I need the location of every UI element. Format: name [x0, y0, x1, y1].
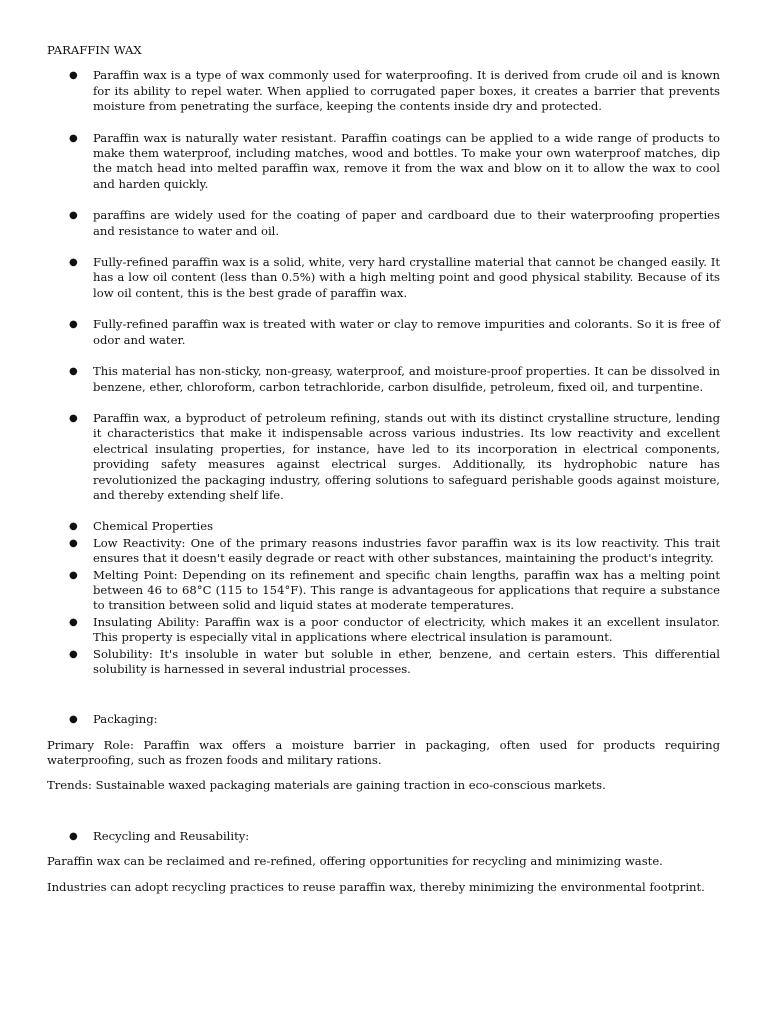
recycling-list — [47, 829, 720, 844]
list-item — [47, 255, 720, 301]
bullet-icon: ● — [69, 132, 78, 144]
list-item — [47, 536, 720, 567]
list-item — [47, 131, 720, 193]
list-item-text: Fully-refined paraffin wax is a solid, white, very hard crystalline material that cannot be changed easily. It has a low oil content (less than 0.5%) with a high melting point and good physical stability. Because of its low oil content, this is the best grade of paraffin wax. — [93, 255, 720, 300]
bullet-icon: ● — [69, 521, 78, 533]
list-item-text: Fully-refined paraffin wax is treated with water or clay to remove impurities and colorants. So it is free of odor and water. — [93, 317, 720, 347]
recycling-paragraph-1: Paraffin wax can be reclaimed and re-refined, offering opportunities for recycling and minimizing waste. — [47, 854, 663, 869]
bullet-icon: ● — [69, 366, 78, 378]
packaging-primary-role: Primary Role: Paraffin wax offers a moisture barrier in packaging, often used for products requiring waterproofing, such as frozen foods and military rations. — [47, 737, 720, 768]
chemical-properties-heading — [47, 519, 720, 534]
bullet-icon: ● — [69, 714, 78, 726]
bullet-icon: ● — [69, 537, 78, 549]
list-item-text: Melting Point: Depending on its refinement and specific chain lengths, paraffin wax has a melting point between 46 to 68°C (115 to 154°F). This range is advantageous for applications that require a substance to transition between solid and liquid states at moderate temperatures. — [93, 567, 720, 613]
list-item-text: Packaging: — [93, 712, 158, 727]
list-item-text: Solubility: It's insoluble in water but soluble in ether, benzene, and certain esters. This differential solubility is harnessed in several industrial processes. — [93, 646, 720, 676]
bullet-icon: ● — [69, 319, 78, 331]
list-item — [47, 68, 720, 114]
list-item — [47, 615, 720, 646]
bullet-icon: ● — [69, 210, 78, 222]
list-item — [47, 647, 720, 678]
list-item — [47, 568, 720, 614]
list-item — [47, 208, 720, 239]
list-item — [47, 317, 720, 348]
packaging-list — [47, 712, 720, 727]
packaging-heading — [47, 712, 720, 727]
list-item-text: Paraffin wax, a byproduct of petroleum refining, stands out with its distinct crystalline structure, lending it characteristics that make it indispensable across various industries. Its low reactivity and excellent electrical insulating properties, for instance, have led to its incorporation in electrical components, providing safety measures against electrical surges. Additionally, its hydrophobic nature has revolutionized the packaging industry, offering solutions to safeguard perishable goods against moisture, and thereby extending shelf life. — [93, 410, 720, 502]
list-item-text: Insulating Ability: Paraffin wax is a poor conductor of electricity, which makes it an excellent insulator. This property is especially vital in applications where electrical insulation is paramount. — [93, 614, 720, 645]
bullet-icon: ● — [69, 616, 78, 628]
bullet-icon: ● — [69, 831, 78, 843]
packaging-trends: Trends: Sustainable waxed packaging materials are gaining traction in eco-conscious markets. — [47, 777, 606, 792]
bullet-icon: ● — [69, 648, 78, 660]
bullet-icon: ● — [69, 257, 78, 269]
recycling-paragraph-2: Industries can adopt recycling practices to reuse paraffin wax, thereby minimizing the environmental footprint. — [47, 879, 705, 894]
list-item-text: Chemical Properties — [93, 519, 214, 534]
main-bullet-list — [47, 68, 720, 503]
list-item-text: Paraffin wax is naturally water resistant. Paraffin coatings can be applied to a wide range of products to make them waterproof, including matches, wood and bottles. To make your own waterproof matches, dip the match head into melted paraffin wax, remove it from the wax and blow on it to allow the wax to cool and harden quickly. — [93, 130, 720, 191]
list-item-text: paraffins are widely used for the coating of paper and cardboard due to their waterproofing properties and resistance to water and oil. — [93, 208, 720, 238]
bullet-icon: ● — [69, 70, 78, 82]
list-item — [47, 411, 720, 503]
list-item-text: Recycling and Reusability: — [93, 829, 250, 844]
list-item-text: Low Reactivity: One of the primary reasons industries favor paraffin wax is its low reactivity. This trait ensures that it doesn't easily degrade or react with other substances, maintaining the product's integrity. — [93, 535, 720, 566]
recycling-heading — [47, 829, 720, 844]
chemical-properties-list — [47, 519, 720, 677]
list-item — [47, 364, 720, 395]
bullet-icon: ● — [69, 412, 78, 424]
list-item-text: This material has non-sticky, non-greasy, waterproof, and moisture-proof properties. It can be dissolved in benzene, ether, chloroform, carbon tetrachloride, carbon disulfide, petroleum, fixed oil, and turpentine. — [93, 364, 720, 394]
bullet-icon: ● — [69, 569, 78, 581]
list-item-text: Paraffin wax is a type of wax commonly used for waterproofing. It is derived from crude oil and is known for its ability to repel water. When applied to corrugated paper boxes, it creates a barrier that prevents moisture from penetrating the surface, keeping the contents inside dry and protected. — [93, 68, 720, 114]
document-title: PARAFFIN WAX — [47, 43, 142, 57]
document-page — [47, 43, 720, 895]
